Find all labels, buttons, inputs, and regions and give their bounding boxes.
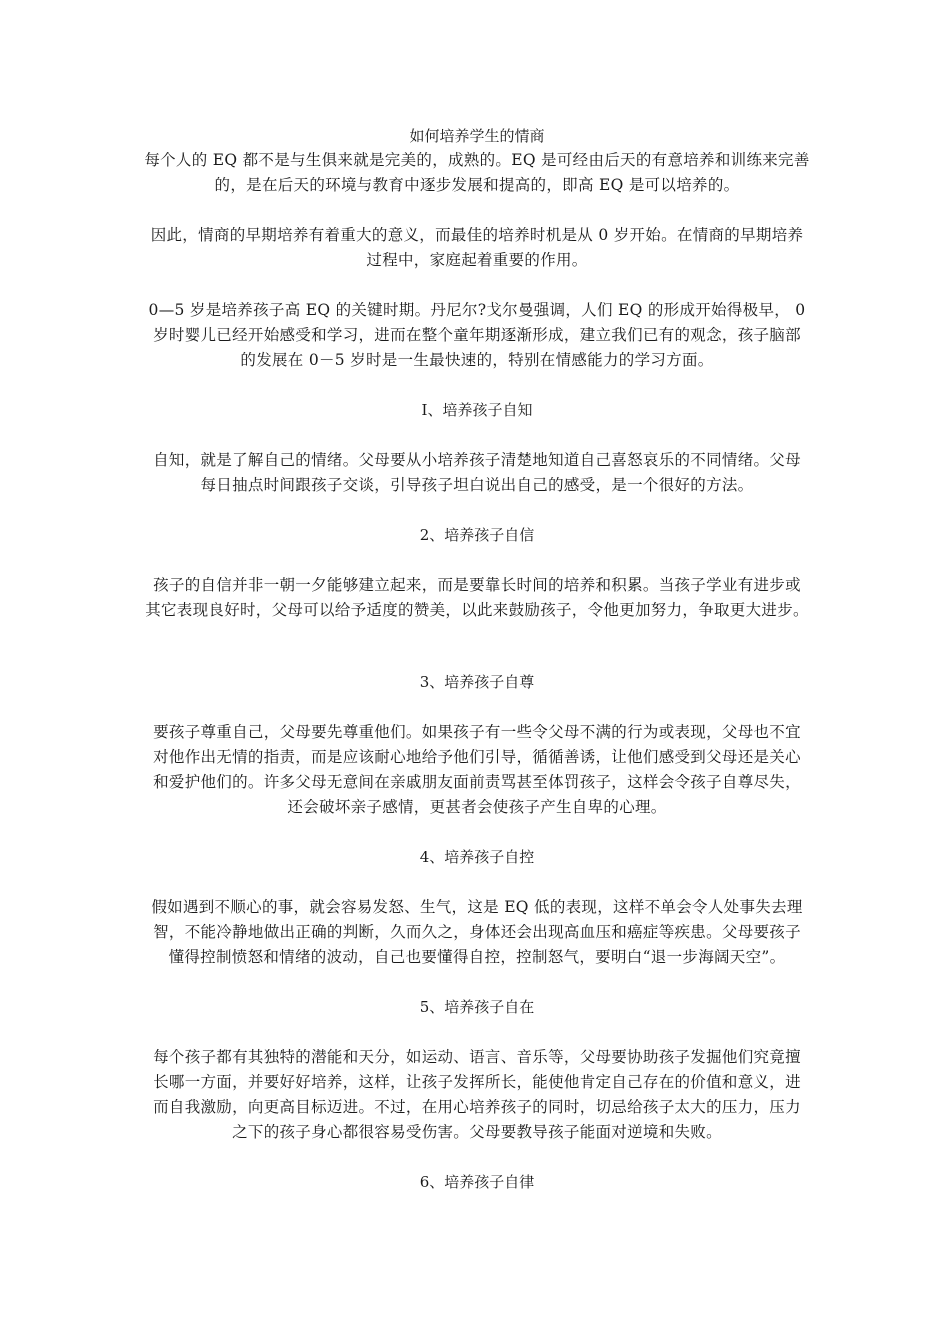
text-line: 因此，情商的早期培养有着重大的意义，而最佳的培养时机是从 0 岁开始。在情商的早期培养 <box>150 226 804 244</box>
text-line: 要孩子尊重自己，父母要先尊重他们。如果孩子有一些令父母不满的行为或表现，父母也不宜 <box>153 723 801 741</box>
text-line: 长哪一方面，并要好好培养，这样，让孩子发挥所长，能使他肯定自己存在的价值和意义，进 <box>153 1073 801 1091</box>
text-line: 每个孩子都有其独特的潜能和天分，如运动、语言、音乐等，父母要协助孩子发掘他们究竟擅 <box>153 1048 801 1066</box>
section-heading-self-control: 4、培养孩子自控 <box>419 848 535 866</box>
paragraph-self-control <box>140 895 814 970</box>
section-heading-self-ease: 5、培养孩子自在 <box>419 998 535 1016</box>
paragraph-key-period <box>140 298 814 373</box>
text-line: 每日抽点时间跟孩子交谈，引导孩子坦白说出自己的感受，是一个很好的方法。 <box>200 476 754 494</box>
text-line: 0—5 岁是培养孩子高 EQ 的关键时期。丹尼尔?戈尔曼强调，人们 EQ 的形成开始得极早， 0 <box>148 301 806 319</box>
text-line: 智，不能冷静地做出正确的判断，久而久之，身体还会出现高血压和癌症等疾患。父母要孩子 <box>153 923 801 941</box>
text-line: 和爱护他们的。许多父母无意间在亲戚朋友面前责骂甚至体罚孩子，这样会令孩子自尊尽失， <box>153 773 801 791</box>
paragraph-early-training <box>140 223 814 273</box>
text-line: 的发展在 0－5 岁时是一生最快速的，特别在情感能力的学习方面。 <box>240 351 714 369</box>
text-line: 过程中，家庭起着重要的作用。 <box>366 251 588 269</box>
document-title: 如何培养学生的情商 <box>409 127 545 145</box>
paragraph-self-ease <box>140 1045 814 1145</box>
text-line: 还会破坏亲子感情，更甚者会使孩子产生自卑的心理。 <box>287 798 667 816</box>
text-line: 懂得控制愤怒和情绪的波动，自己也要懂得自控，控制怒气，要明白“退一步海阔天空”。 <box>168 948 786 966</box>
text-line: 岁时婴儿已经开始感受和学习，进而在整个童年期逐渐形成，建立我们已有的观念，孩子脑部 <box>153 326 801 344</box>
paragraph-self-respect <box>140 720 814 820</box>
text-line: 对他作出无情的指责，而是应该耐心地给予他们引导，循循善诱，让他们感受到父母还是关心 <box>153 748 801 766</box>
text-line: 自知，就是了解自己的情绪。父母要从小培养孩子清楚地知道自己喜怒哀乐的不同情绪。父母 <box>153 451 801 469</box>
text-line: 的，是在后天的环境与教育中逐步发展和提高的，即高 EQ 是可以培养的。 <box>214 176 740 194</box>
section-heading-self-awareness: I、培养孩子自知 <box>421 401 533 419</box>
text-line: 之下的孩子身心都很容易受伤害。父母要教导孩子能面对逆境和失败。 <box>232 1123 722 1141</box>
paragraph-self-confidence <box>140 573 814 623</box>
text-line: 其它表现良好时，父母可以给予适度的赞美，以此来鼓励孩子，令他更加努力，争取更大进步。 <box>145 601 809 619</box>
text-line: 孩子的自信并非一朝一夕能够建立起来，而是要靠长时间的培养和积累。当孩子学业有进步或 <box>153 576 801 594</box>
paragraph-eq-intro <box>140 148 814 198</box>
text-line: 而自我激励，向更高目标迈进。不过，在用心培养孩子的同时，切忌给孩子太大的压力，压力 <box>153 1098 801 1116</box>
text-line: 每个人的 EQ 都不是与生俱来就是完美的，成熟的。EQ 是可经由后天的有意培养和训练来完善 <box>144 151 810 169</box>
paragraph-self-awareness <box>140 448 814 498</box>
section-heading-self-confidence: 2、培养孩子自信 <box>419 526 535 544</box>
text-line: 假如遇到不顺心的事，就会容易发怒、生气，这是 EQ 低的表现，这样不单会令人处事失去理 <box>151 898 803 916</box>
document-body <box>140 124 814 1195</box>
section-heading-self-respect: 3、培养孩子自尊 <box>419 673 535 691</box>
section-heading-self-discipline: 6、培养孩子自律 <box>419 1173 535 1191</box>
